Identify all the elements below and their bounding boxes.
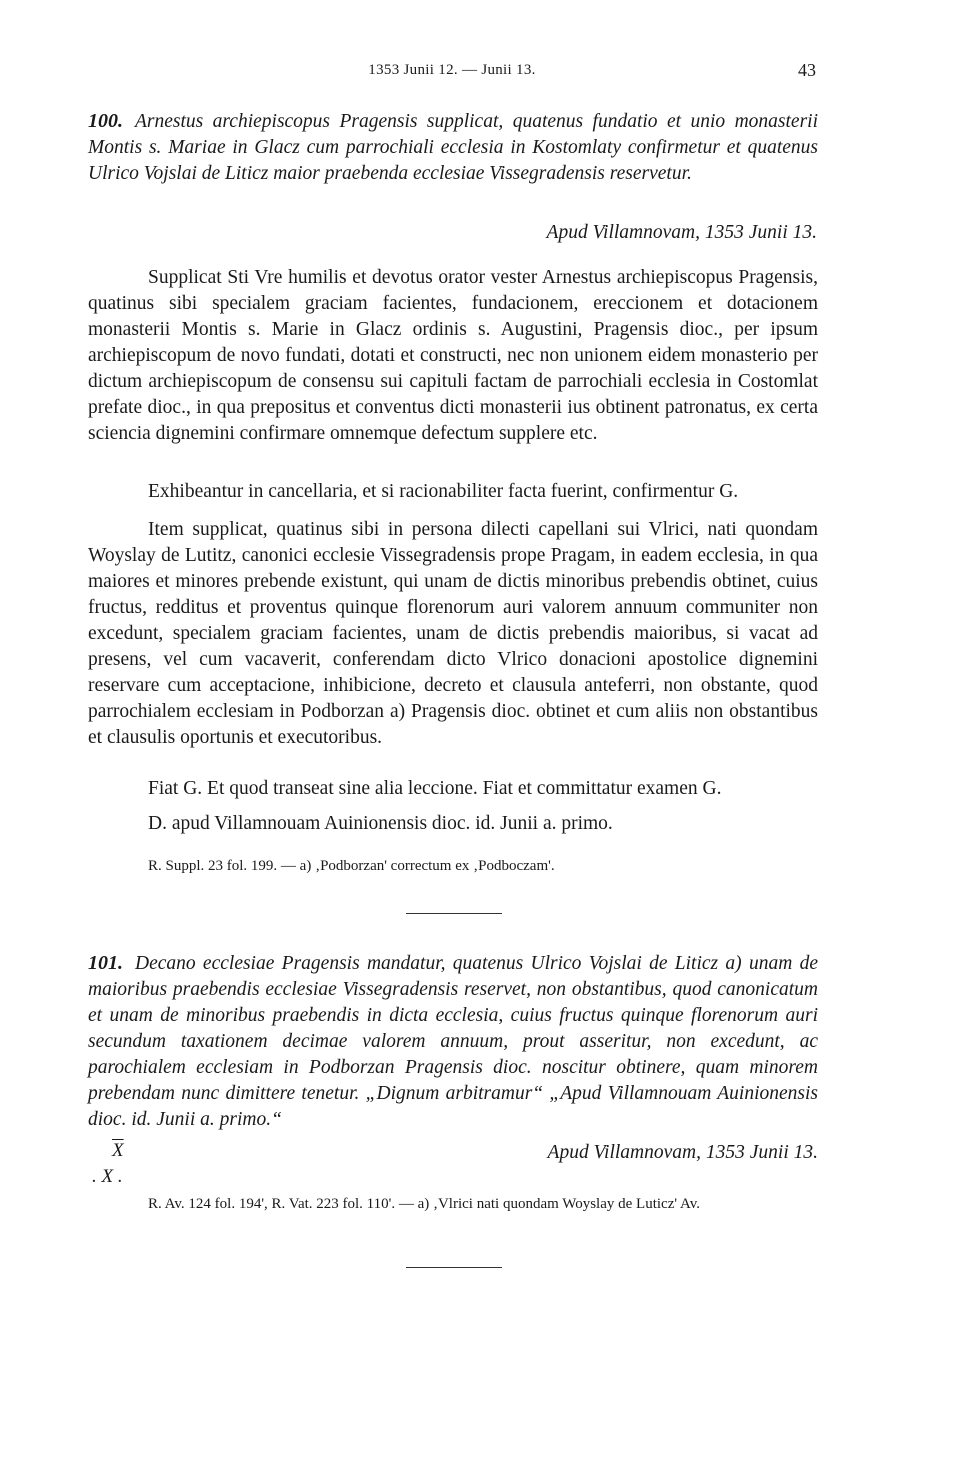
document-100-paragraph-1 [88,265,818,447]
running-header [88,62,816,86]
document-100-dating: D. apud Villamnouam Auinionensis dioc. id. Junii a. primo. [148,813,613,834]
document-100-footnote: R. Suppl. 23 fol. 199. — a) ‚Podborzan' correctum ex ‚Podboczam'. [148,858,555,874]
paragraph-text: Item supplicat, quatinus sibi in persona dilecti capellani sui Vlrici, nati quondam Woyslay de Lutitz, canonici ecclesie Vissegradensis prope Pragam, in eadem ecclesia, in qua maiores et minores prebende existunt, qui unam de dictis minoribus prebendis obtinet, cuius fructus, redditus et proventus quinque florenorum auri valorem annuum communiter non excedunt, specialem graciam facientes, unam de dictis prebendis maioribus, si vacat ad presens, vel cum vacaverit, conferendam dicto Vlrico donacioni apostolice dignemini reservare cum acceptacione, inhibicione, decreto et clausula anteferri, non obstante, quod parrochialem ecclesiam in Podborzan a) Pragensis dioc. obtinet et cum aliis non obstantibus et clausulis oportunis et executoribus. [88,519,818,748]
document-100-response-1: Exhibeantur in cancellaria, et si racionabiliter facta fuerint, confirmentur G. [148,481,739,502]
sign-mark-2: . X . [92,1166,123,1187]
document-100-response-2: Fiat G. Et quod transeat sine alia leccione. Fiat et committatur examen G. [148,778,722,799]
document-100-summary: Arnestus archiepiscopus Pragensis supplicat, quatenus fundatio et unio monasterii Montis s. Mariae in Glacz cum parrochiali ecclesia in Kostomlaty confirmetur et quatenus Ulrico Vojslai de Liticz maior praebenda ecclesiae Vissegradensis reservetur. [88,111,818,184]
document-100-number: 100. [88,110,123,132]
section-divider [406,913,502,914]
paragraph-text: Supplicat Sti Vre humilis et devotus orator vester Arnestus archiepiscopus Pragensis, quatinus sibi specialem graciam facientes, fundacionem, ereccionem et dotacionem monasterii Montis s. Marie in Glacz ordinis s. Augustini, Pragensis dioc., per ipsum archiepiscopum de novo fundati, dotati et constructi, nec non unionem eidem monasterio per dictum archiepiscopum de consensu sui capituli factam de parrochiali ecclesia in Costomlat prefate dioc., in qua prepositus et conventus dicti monasterii ius obtinent patronatus, ex certa sciencia dignemini confirmare omnemque defectum supplere etc. [88,267,818,444]
document-101-heading [88,950,818,1133]
document-100-paragraph-2 [88,517,818,751]
sign-mark-1: $\overline{X}$ [112,1140,124,1161]
document-101-summary: Decano ecclesiae Pragensis mandatur, quatenus Ulrico Vojslai de Liticz a) unam de maioribus praebendis ecclesiae Vissegradensis reservet, non obstantibus, quod canonicatum et unam de minoribus praebendis in dicta ecclesia, cuius fructus quinque florenorum auri secundum taxationem decimae valorem annuum, prout asseritur, non excedunt, ac parochialem ecclesiam in Podborzan Pragensis dioc. noscitur obtinere, quam minorem prebendam nunc dimittere tenetur. „Dignum arbitramur“ „Apud Villamnouam Auinionensis dioc. id. Junii a. primo.“ [88,953,818,1130]
section-divider [406,1267,502,1268]
page-number: 43 [798,60,816,80]
document-101-footnote [88,1192,818,1216]
document-100-heading [88,108,818,187]
document-101-signs [92,1138,124,1190]
header-dates: 1353 Junii 12. — Junii 13. [368,62,536,78]
document-100-place-date: Apud Villamnovam, 1353 Junii 13. [546,222,817,243]
document-101-number: 101. [88,952,123,974]
footnote-text: R. Av. 124 fol. 194', R. Vat. 223 fol. 110'. — a) ‚Vlrici nati quondam Woyslay de Luticz' Av. [148,1196,700,1212]
document-101-place-date: Apud Villamnovam, 1353 Junii 13. [547,1142,818,1163]
